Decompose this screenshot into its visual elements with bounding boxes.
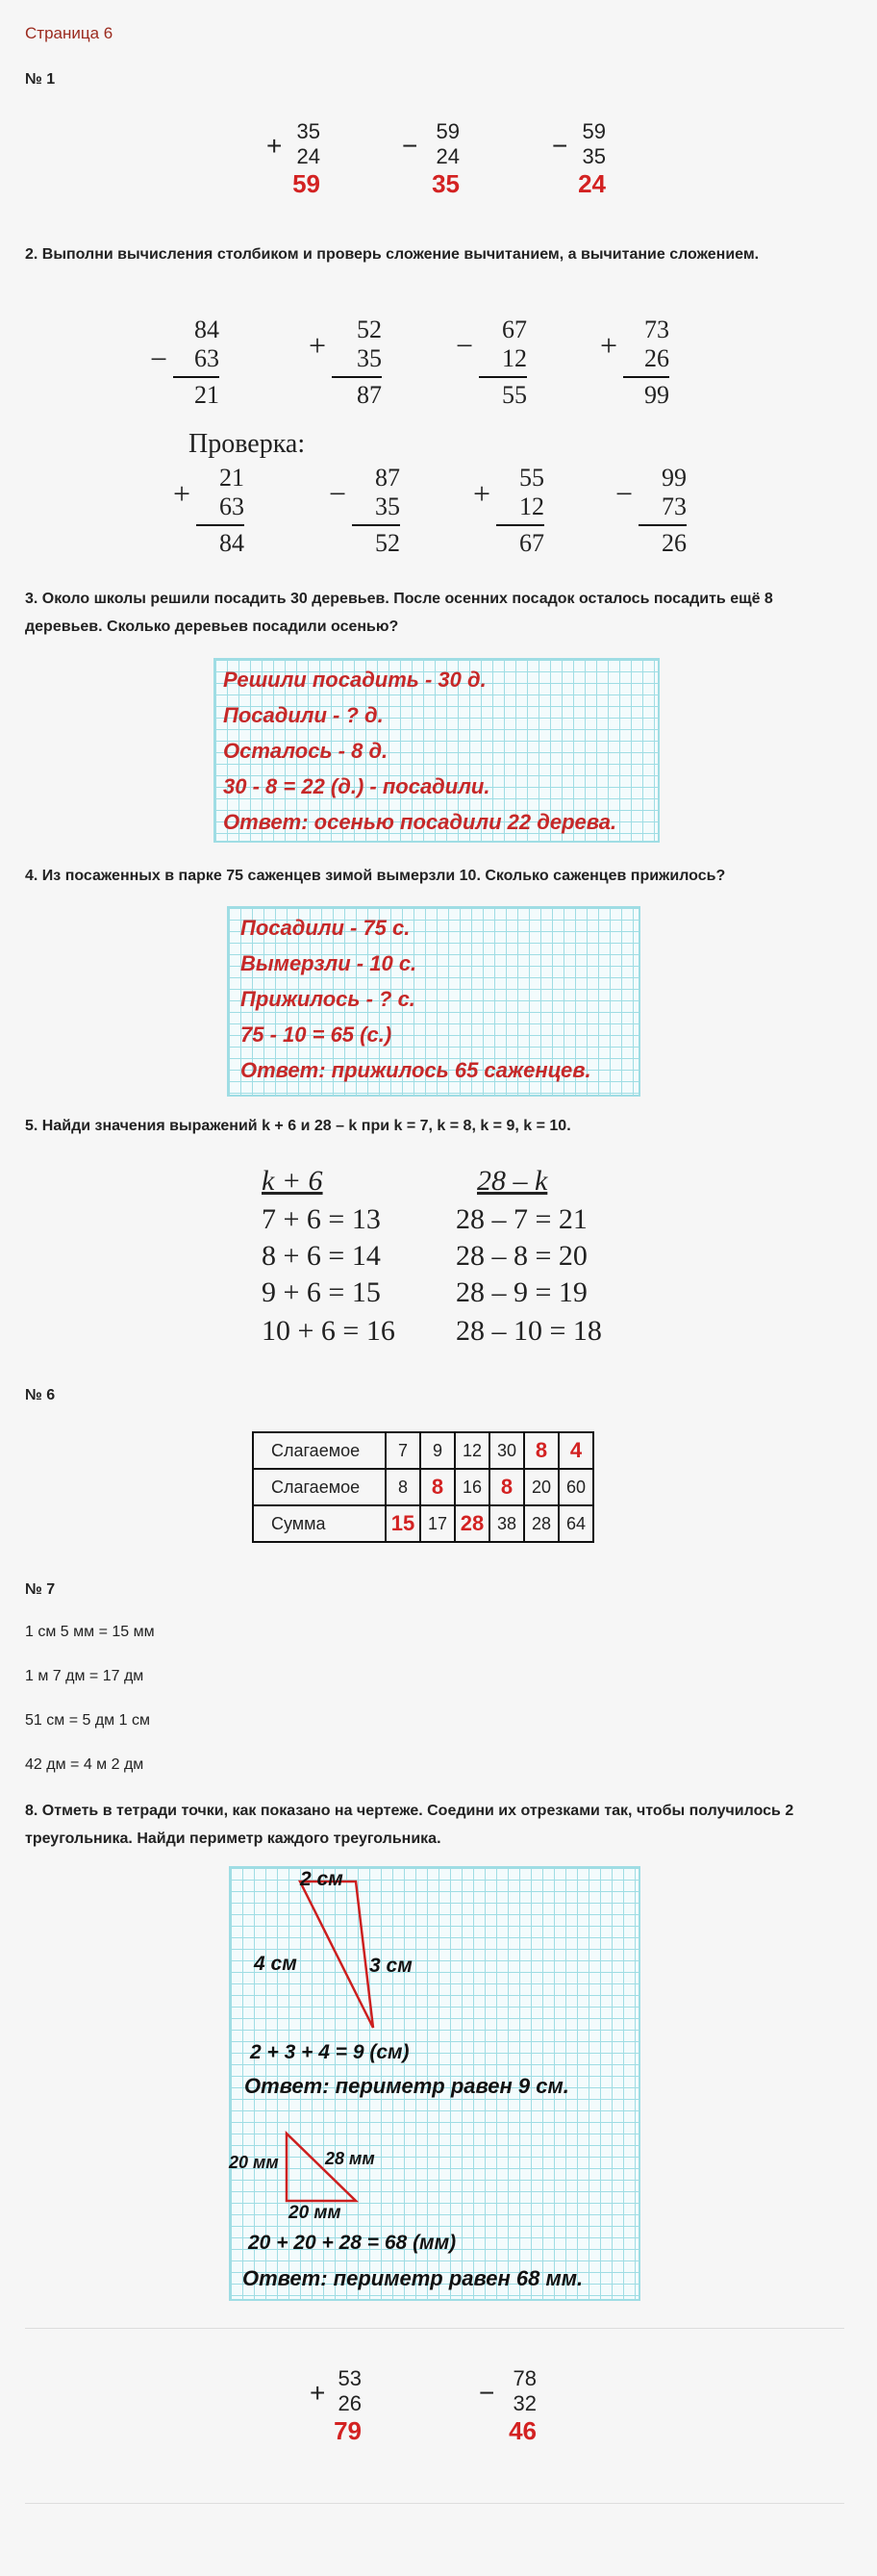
col1-line-1: 7 + 6 = 13	[262, 1203, 381, 1235]
task7-line-2: 1 м 7 дм = 17 дм	[25, 1668, 144, 1684]
table-cell: 17	[420, 1505, 455, 1542]
table-cell: 8	[420, 1469, 455, 1505]
table-cell: 8	[386, 1469, 420, 1505]
task7-line-3: 51 см = 5 дм 1 см	[25, 1712, 150, 1729]
t2-calc: 20 + 20 + 28 = 68 (мм)	[248, 2232, 457, 2254]
col2-line-3: 28 – 9 = 19	[456, 1276, 588, 1308]
operand-a: 67	[502, 316, 527, 343]
result-line	[196, 524, 244, 526]
task4-line-1: Посадили - 75 с.	[240, 916, 411, 940]
task2-heading: 2. Выполни вычисления столбиком и проверь сложение вычитанием, а вычитание сложением.	[25, 246, 760, 263]
operand-a: 59	[436, 119, 460, 143]
bottom-calc-1	[310, 2366, 362, 2445]
operand-b: 24	[436, 144, 460, 168]
col1-title: k + 6	[262, 1165, 323, 1197]
operand-b: 32	[513, 2391, 537, 2415]
col1-line-3: 9 + 6 = 15	[262, 1276, 381, 1308]
task2-check-3	[473, 464, 544, 558]
operand-b: 24	[296, 144, 320, 168]
task2-check-2	[329, 464, 400, 558]
result: 24	[578, 169, 606, 198]
col2-line-1: 28 – 7 = 21	[456, 1203, 588, 1235]
task4-line-2: Вымерзли - 10 с.	[240, 951, 417, 975]
row-label: Слагаемое	[253, 1469, 386, 1505]
table-cell: 9	[420, 1432, 455, 1469]
task3-line-2: Посадили - ? д.	[223, 703, 384, 727]
table-cell: 4	[559, 1432, 593, 1469]
result: 55	[502, 381, 527, 409]
operand-b: 12	[502, 344, 527, 372]
table-cell: 38	[489, 1505, 524, 1542]
operand-b: 26	[644, 344, 669, 372]
table-cell: 30	[489, 1432, 524, 1469]
operand-a: 99	[662, 464, 687, 492]
task1-calc-1	[266, 119, 320, 198]
operand-a: 59	[582, 119, 606, 143]
table-cell: 16	[455, 1469, 489, 1505]
result: 84	[219, 529, 244, 557]
result: 99	[644, 381, 669, 409]
op-sign: −	[479, 2378, 495, 2408]
operand-a: 52	[357, 316, 382, 343]
task1-calc-2	[402, 119, 460, 198]
task2-calc-3	[456, 316, 527, 410]
t1-label-top: 2 см	[300, 1868, 343, 1890]
table-cell: 7	[386, 1432, 420, 1469]
t1-label-left: 4 см	[254, 1953, 297, 1975]
divider	[25, 2328, 844, 2329]
result-line	[639, 524, 687, 526]
operand-b: 35	[582, 144, 606, 168]
op-sign: +	[309, 328, 327, 363]
table-cell: 15	[386, 1505, 420, 1542]
operand-b: 73	[662, 492, 687, 520]
task8-heading: 8. Отметь в тетради точки, как показано на чертеже. Соедини их отрезками так, чтобы получилось 2 треугольника. Найди периметр каждого треугольника.	[25, 1803, 794, 1847]
task1-heading: № 1	[25, 71, 56, 88]
task3-line-5: Ответ: осенью посадили 22 дерева.	[223, 810, 617, 834]
op-sign: −	[329, 476, 347, 511]
result: 79	[334, 2416, 362, 2445]
table-cell: 8	[489, 1469, 524, 1505]
task7-line-4: 42 дм = 4 м 2 дм	[25, 1756, 144, 1773]
table-cell: 12	[455, 1432, 489, 1469]
result-line	[623, 376, 669, 378]
result-line	[496, 524, 544, 526]
result: 26	[662, 529, 687, 557]
task3-notebook	[213, 658, 660, 843]
divider	[25, 2503, 844, 2504]
operand-a: 84	[194, 316, 219, 343]
col2-title: 28 – k	[477, 1165, 548, 1197]
task2-calc-4	[600, 316, 669, 410]
result-line	[352, 524, 400, 526]
task4-notebook	[227, 906, 640, 1097]
task8-notebook	[229, 1866, 640, 2301]
result: 59	[292, 169, 320, 198]
result: 87	[357, 381, 382, 409]
op-sign: −	[150, 341, 168, 376]
t1-calc: 2 + 3 + 4 = 9 (см)	[250, 2041, 410, 2063]
col2-line-4: 28 – 10 = 18	[456, 1315, 602, 1347]
table-cell: 28	[455, 1505, 489, 1542]
triangle-1	[300, 1881, 373, 2028]
task3-line-4: 30 - 8 = 22 (д.) - посадили.	[223, 774, 490, 798]
table-cell: 8	[524, 1432, 559, 1469]
page-title: Страница 6	[25, 24, 113, 42]
result: 52	[375, 529, 400, 557]
table-row	[253, 1469, 593, 1505]
task4-line-4: 75 - 10 = 65 (с.)	[240, 1023, 392, 1047]
operand-b: 35	[375, 492, 400, 520]
operand-b: 35	[357, 344, 382, 372]
table-cell: 28	[524, 1505, 559, 1542]
operand-b: 26	[338, 2391, 362, 2415]
task2-calc-1	[150, 316, 219, 410]
op-sign: +	[173, 476, 191, 511]
op-sign: −	[456, 328, 474, 363]
task4-line-3: Прижилось - ? с.	[240, 987, 415, 1011]
operand-a: 87	[375, 464, 400, 492]
row-label: Сумма	[253, 1505, 386, 1542]
row-label: Слагаемое	[253, 1432, 386, 1469]
result: 46	[509, 2416, 537, 2445]
operand-a: 73	[644, 316, 669, 343]
t2-label-left: 20 мм	[229, 2153, 279, 2172]
operand-a: 35	[296, 119, 320, 143]
operand-b: 63	[194, 344, 219, 372]
table-cell: 20	[524, 1469, 559, 1505]
t2-label-bottom: 20 мм	[288, 2203, 341, 2223]
result-line	[173, 376, 219, 378]
result-line	[479, 376, 527, 378]
op-sign: +	[310, 2378, 326, 2408]
op-sign: −	[402, 131, 418, 161]
op-sign: +	[600, 328, 618, 363]
table-row	[253, 1505, 593, 1542]
t2-label-hyp: 28 мм	[325, 2149, 375, 2168]
task7-line-1: 1 см 5 мм = 15 мм	[25, 1624, 155, 1640]
result-line	[332, 376, 382, 378]
operand-b: 12	[519, 492, 544, 520]
task3-line-1: Решили посадить - 30 д.	[223, 668, 487, 692]
task7-heading: № 7	[25, 1581, 56, 1598]
task4-line-5: Ответ: прижилось 65 саженцев.	[240, 1058, 591, 1082]
operand-a: 53	[338, 2366, 362, 2390]
bottom-calc-2	[479, 2366, 537, 2445]
operand-a: 55	[519, 464, 544, 492]
table-row	[253, 1432, 593, 1469]
op-sign: −	[615, 476, 634, 511]
task3-line-3: Осталось - 8 д.	[223, 739, 388, 763]
result: 67	[519, 529, 544, 557]
task5-heading: 5. Найди значения выражений k + 6 и 28 – k при k = 7, k = 8, k = 9, k = 10.	[25, 1118, 571, 1134]
op-sign: +	[473, 476, 491, 511]
col2-line-2: 28 – 8 = 20	[456, 1240, 588, 1272]
check-label: Проверка:	[188, 429, 306, 459]
task2-calc-2	[309, 316, 382, 410]
task6-heading: № 6	[25, 1387, 56, 1403]
operand-a: 78	[513, 2366, 537, 2390]
task2-check-1	[173, 464, 244, 558]
t1-answer: Ответ: периметр равен 9 см.	[244, 2074, 569, 2098]
op-sign: −	[552, 131, 568, 161]
operand-a: 21	[219, 464, 244, 492]
t2-answer: Ответ: периметр равен 68 мм.	[242, 2266, 584, 2290]
col1-line-4: 10 + 6 = 16	[262, 1315, 395, 1347]
result: 35	[432, 169, 460, 198]
op-sign: +	[266, 131, 283, 161]
table-cell: 60	[559, 1469, 593, 1505]
task3-heading: 3. Около школы решили посадить 30 деревьев. После осенних посадок осталось посадить ещё 8 деревьев. Сколько деревьев посадили осенью?	[25, 591, 773, 635]
operand-b: 63	[219, 492, 244, 520]
addition-table	[252, 1431, 594, 1543]
col1-line-2: 8 + 6 = 14	[262, 1240, 381, 1272]
task1-calc-3	[552, 119, 606, 198]
table-cell: 64	[559, 1505, 593, 1542]
t1-label-right: 3 см	[369, 1955, 413, 1977]
result: 21	[194, 381, 219, 409]
task2-check-4	[615, 464, 687, 558]
task4-heading: 4. Из посаженных в парке 75 саженцев зимой вымерзли 10. Сколько саженцев прижилось?	[25, 868, 726, 884]
